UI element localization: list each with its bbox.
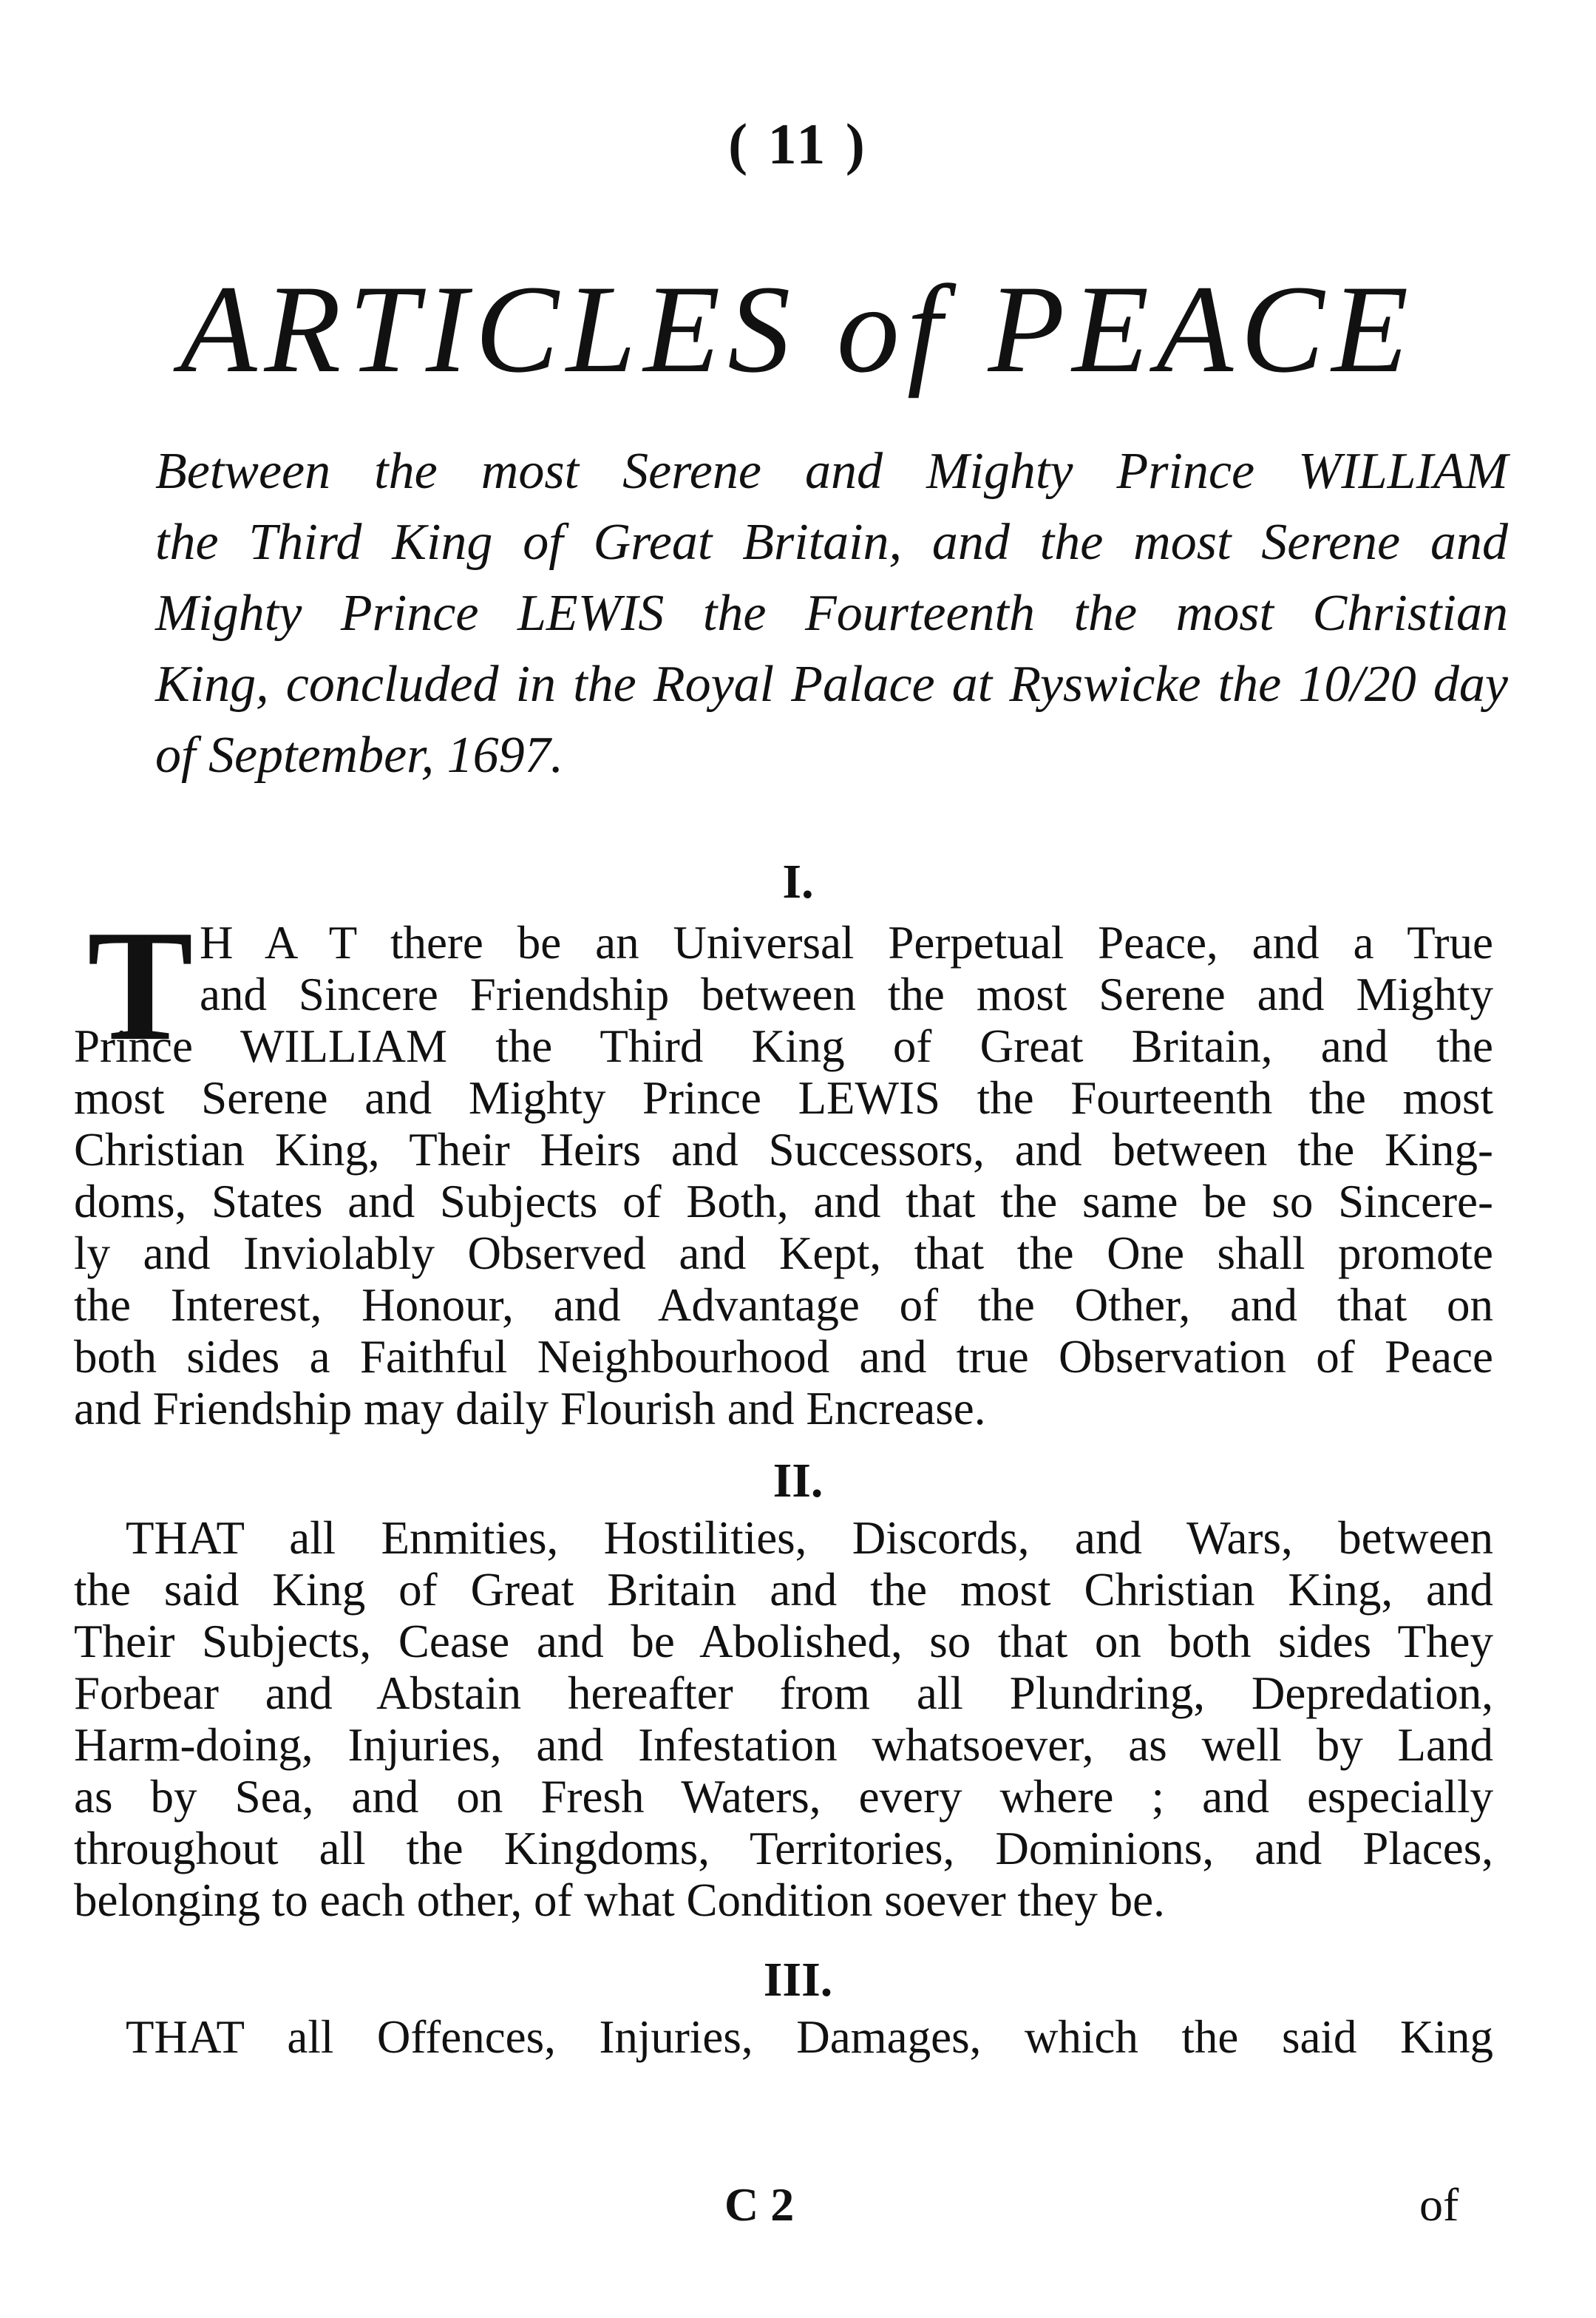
subtitle-line: Between the most Serene and Mighty Prince WILLIAM: [155, 443, 1508, 500]
article-2-text: [74, 1512, 1493, 1926]
article-line: THAT all Enmities, Hostilities, Discords, and Wars, between: [126, 1512, 1493, 1564]
article-line: Harm-doing, Injuries, and Infestation whatsoever, as well by Land: [74, 1719, 1493, 1771]
article-line: belonging to each other, of what Condition soever they be.: [74, 1874, 1165, 1926]
article-line: the said King of Great Britain and the most Christian King, and: [74, 1564, 1493, 1616]
drop-cap: T: [87, 897, 194, 1074]
article-3-text: [74, 2011, 1493, 2063]
catchword: of: [1419, 2178, 1459, 2231]
article-line: Their Subjects, Cease and be Abolished, so that on both sides They: [74, 1616, 1493, 1667]
title-subtitle: [155, 436, 1508, 791]
page-number: ( 11 ): [728, 112, 868, 176]
article-3-numeral: III.: [763, 1953, 833, 2007]
article-line: as by Sea, and on Fresh Waters, every where ; and especially: [74, 1771, 1493, 1823]
article-line: Christian King, Their Heirs and Successors, and between the King-: [74, 1124, 1493, 1176]
subtitle-line: King, concluded in the Royal Palace at Ryswicke the 10/20 day: [155, 656, 1508, 713]
article-line: the Interest, Honour, and Advantage of the Other, and that on: [74, 1279, 1493, 1331]
subtitle-line: of September, 1697.: [155, 727, 564, 784]
article-line: Prince WILLIAM the Third King of Great Britain, and the: [74, 1020, 1493, 1072]
signature-mark: C 2: [724, 2178, 795, 2231]
article-1-text: [74, 917, 1493, 1434]
article-line: most Serene and Mighty Prince LEWIS the Fourteenth the most: [74, 1072, 1493, 1124]
article-2-numeral: II.: [772, 1454, 824, 1508]
article-line: THAT all Offences, Injuries, Damages, which the said King: [126, 2011, 1493, 2063]
article-line: throughout all the Kingdoms, Territories, Dominions, and Places,: [74, 1823, 1493, 1874]
subtitle-line: Mighty Prince LEWIS the Fourteenth the most Christian: [155, 585, 1508, 642]
page-title: ARTICLES of PEACE: [180, 260, 1416, 399]
article-line: ly and Inviolably Observed and Kept, that the One shall promote: [74, 1227, 1493, 1279]
article-1-numeral: I.: [782, 855, 814, 909]
article-line: Forbear and Abstain hereafter from all Plundring, Depredation,: [74, 1667, 1493, 1719]
article-line: and Friendship may daily Flourish and Encrease.: [74, 1383, 986, 1434]
article-line: doms, States and Subjects of Both, and that the same be so Sincere-: [74, 1176, 1493, 1227]
article-line: and Sincere Friendship between the most Serene and Mighty: [200, 969, 1493, 1020]
article-line: both sides a Faithful Neighbourhood and true Observation of Peace: [74, 1331, 1493, 1383]
article-line: H A T there be an Universal Perpetual Peace, and a True: [200, 917, 1493, 969]
subtitle-line: the Third King of Great Britain, and the most Serene and: [155, 514, 1508, 571]
